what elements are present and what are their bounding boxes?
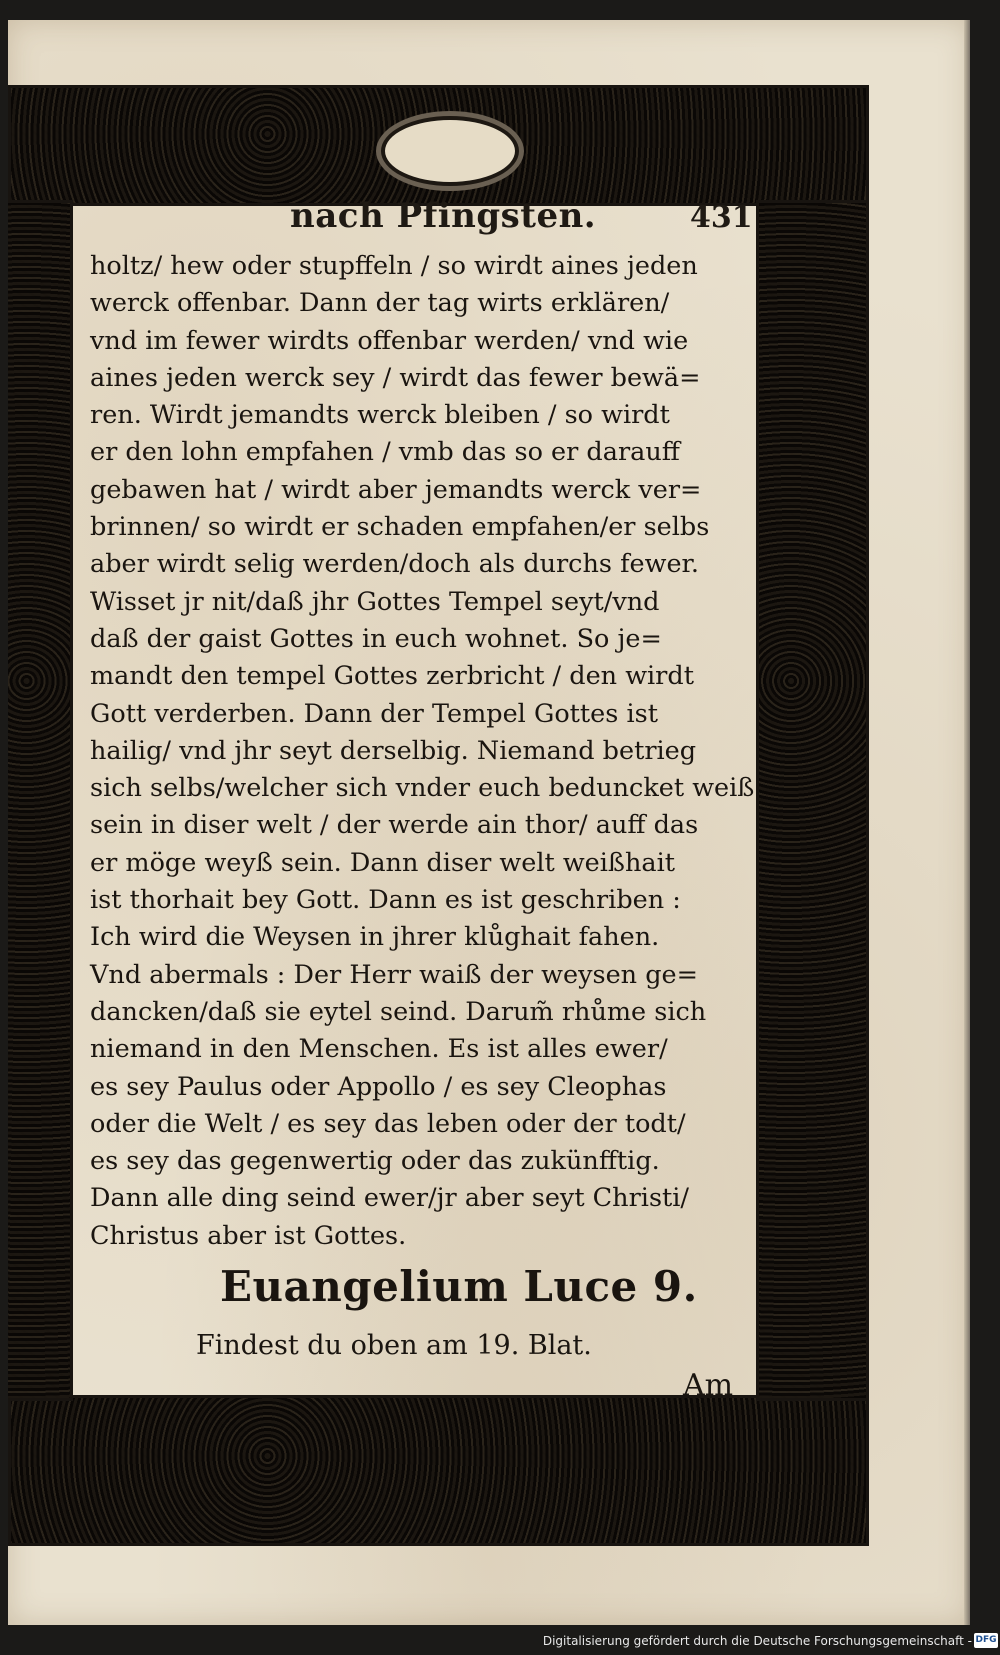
dfg-logo-icon: DFG: [974, 1633, 998, 1648]
text-line: ren. Wirdt jemandts werck bleiben / so wirdt: [90, 400, 670, 431]
text-line: es sey das gegenwertig oder das zukünfftig.: [90, 1146, 660, 1177]
text-line: sich selbs/welcher sich vnder euch beduncket weiß: [90, 773, 755, 804]
page-number: 431: [690, 200, 753, 235]
text-line: gebawen hat / wirdt aber jemandts werck ver=: [90, 474, 702, 505]
woodcut-border-left: [8, 200, 73, 1401]
text-line: dancken/daß sie eytel seind. Darum̃ rhůme sich: [90, 996, 707, 1027]
text-line: Christus aber ist Gottes.: [90, 1220, 407, 1251]
funding-attribution: Digitalisierung gefördert durch die Deutsche Forschungsgemeinschaft -: [542, 1634, 972, 1648]
text-line: daß der gaist Gottes in euch wohnet. So je=: [90, 623, 662, 654]
text-line: Dann alle ding seind ewer/jr aber seyt Christi/: [90, 1183, 690, 1214]
section-heading: Euangelium Luce 9.: [220, 1262, 698, 1311]
text-line: Wisset jr nit/daß jhr Gottes Tempel seyt/vnd: [90, 586, 660, 617]
text-line: werck offenbar. Dann der tag wirts erklären/: [90, 288, 670, 319]
border-cartouche: [381, 116, 519, 186]
text-line: aber wirdt selig werden/doch als durchs fewer.: [90, 549, 700, 580]
woodcut-border-right: [756, 200, 869, 1401]
catchword: Am: [683, 1368, 734, 1403]
text-line: ist thorhait bey Gott. Dann es ist geschriben :: [90, 885, 681, 916]
body-text: [90, 248, 755, 1255]
text-line: es sey Paulus oder Appollo / es sey Cleophas: [90, 1071, 667, 1102]
text-line: Vnd abermals : Der Herr waiß der weysen ge=: [90, 959, 698, 990]
text-line: brinnen/ so wirdt er schaden empfahen/er selbs: [90, 512, 710, 543]
text-line: niemand in den Menschen. Es ist alles ewer/: [90, 1034, 668, 1065]
text-line: aines jeden werck sey / wirdt das fewer bewä=: [90, 362, 701, 393]
woodcut-border-bottom: [8, 1395, 869, 1546]
page-edge: [964, 20, 970, 1625]
text-line: holtz/ hew oder stupffeln / so wirdt aines jeden: [90, 251, 698, 281]
text-line: vnd im fewer wirdts offenbar werden/ vnd wie: [90, 325, 689, 356]
text-line: mandt den tempel Gottes zerbricht / den wirdt: [90, 661, 694, 692]
text-line: Ich wird die Weysen in jhrer klůghait fahen.: [90, 922, 660, 953]
text-line: sein in diser welt / der werde ain thor/ auff das: [90, 810, 699, 841]
running-head: nach Pfingsten.: [290, 196, 597, 236]
text-line: oder die Welt / es sey das leben oder der todt/: [90, 1108, 686, 1139]
text-line: hailig/ vnd jhr seyt derselbig. Niemand betrieg: [90, 735, 697, 766]
text-line: er möge weyß sein. Dann diser welt weißhait: [90, 847, 675, 878]
section-subheading: Findest du oben am 19. Blat.: [196, 1330, 592, 1361]
text-line: er den lohn empfahen / vmb das so er darauff: [90, 437, 680, 468]
text-line: Gott verderben. Dann der Tempel Gottes ist: [90, 698, 658, 729]
